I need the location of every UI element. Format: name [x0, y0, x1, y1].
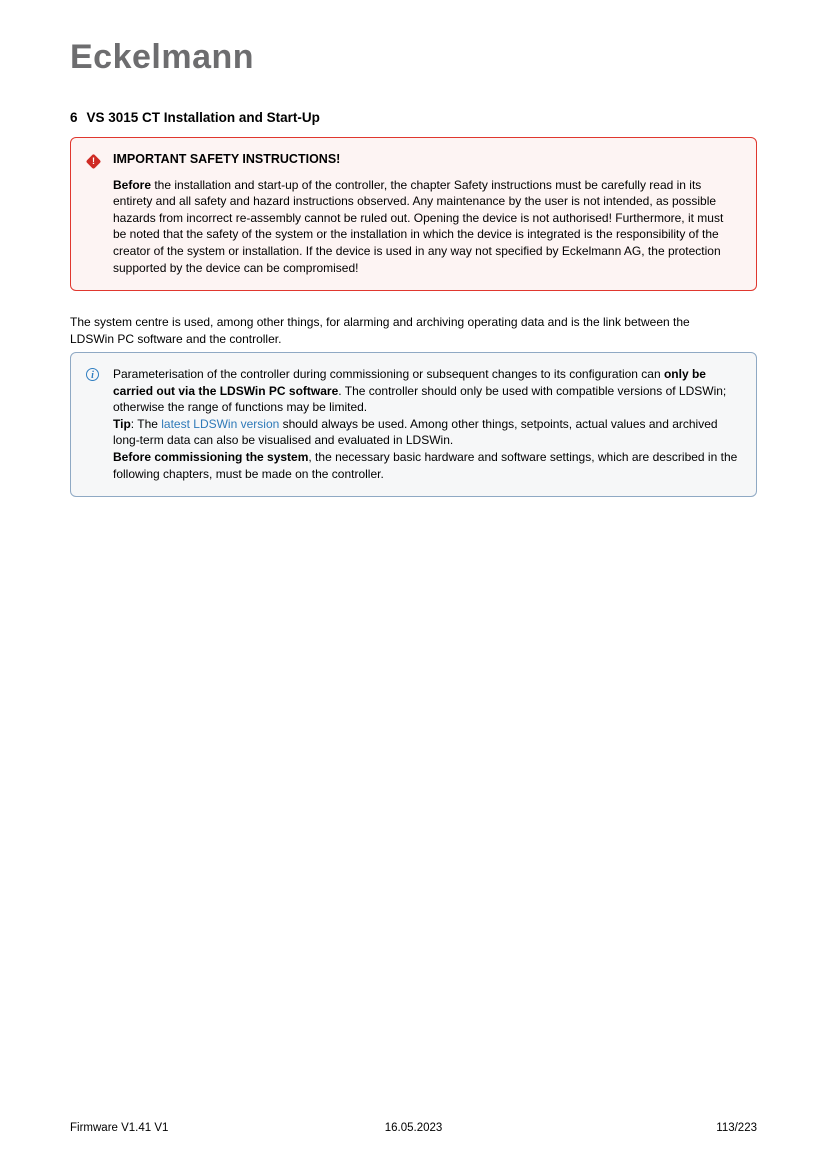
info-paragraph-tip — [113, 416, 738, 449]
info-p1-bold: only be carried out via the LDSWin PC software — [113, 367, 706, 398]
section-title: VS 3015 CT Installation and Start-Up — [86, 110, 320, 125]
safety-body-rest: the installation and start-up of the controller, the chapter Safety instructions must be carefully read in its entirety and all safety and hazard instructions observed. Any maintenance by the user is not intended, as possible hazards from incorrect re-assembly cannot be ruled out. Opening the device is not authorised! Furthermore, it must be noted that the safety of the system or the installation in which the device is integrated is the responsibility of the creator of the system or installation. If the device is used in any way not specified by Eckelmann AG, the protection supported by the device can be compromised! — [113, 177, 724, 275]
before-bold: Before commissioning the system — [113, 449, 309, 464]
section-number: 6 — [70, 110, 78, 125]
safety-title: IMPORTANT SAFETY INSTRUCTIONS! — [113, 152, 341, 166]
intro-paragraph: The system centre is used, among other things, for alarming and archiving operating data and is the link between the LDSWin PC software and the controller. — [70, 315, 690, 346]
info-circle-icon: i — [86, 368, 99, 381]
safety-body — [113, 177, 738, 277]
tip-pre: : The — [130, 416, 162, 431]
eckelmann-logo: Eckelmann — [70, 38, 255, 76]
info-p1-post: . The controller should only be used with compatible versions of LDSWin; otherwise the range of functions may be limited. — [113, 383, 727, 415]
footer-date: 16.05.2023 — [384, 1122, 443, 1134]
safety-body-bold: Before — [113, 177, 152, 192]
section-heading — [70, 110, 320, 125]
footer-firmware-version: Firmware V1.41 V1 — [70, 1122, 169, 1134]
info-paragraph-parameterisation — [113, 366, 738, 416]
before-rest: , the necessary basic hardware and software settings, which are described in the following chapters, must be made on the controller. — [113, 449, 738, 481]
ldswin-version-link[interactable]: latest LDSWin version — [161, 416, 280, 431]
info-note-box — [70, 352, 757, 497]
footer-page-number: 113/223 — [716, 1122, 757, 1134]
warning-diamond-icon: ! — [86, 154, 101, 169]
tip-label: Tip — [113, 416, 131, 431]
info-p1-pre: Parameterisation of the controller during commissioning or subsequent changes to its configuration can — [113, 367, 664, 381]
safety-warning-box — [70, 137, 757, 291]
info-paragraph-before-commissioning — [113, 449, 738, 482]
info-box-content — [113, 366, 738, 482]
tip-post: should always be used. Among other things, setpoints, actual values and archived long-term data can also be visualised and evaluated in LDSWin. — [113, 416, 718, 448]
safety-box-content — [113, 151, 738, 276]
page-footer — [70, 1122, 757, 1134]
